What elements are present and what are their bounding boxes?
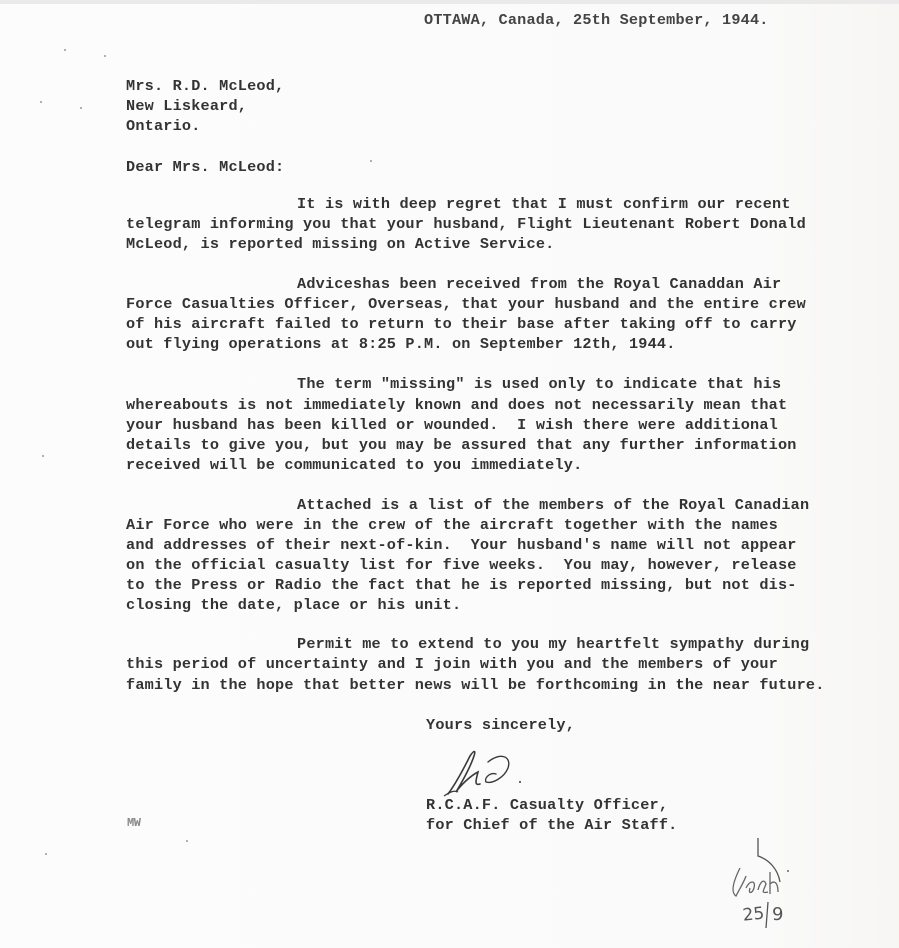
page-top-edge [0,0,899,4]
recipient-province: Ontario. [126,117,201,135]
paper-speck [42,455,44,457]
handwritten-annotation-icon [710,838,820,948]
salutation: Dear Mrs. McLeod: [126,158,285,176]
dateline: OTTAWA, Canada, 25th September, 1944. [424,11,769,29]
paragraph-line: Permit me to extend to you my heartfelt sympathy during [297,635,810,653]
paper-speck [370,160,372,162]
paragraph-line: McLeod, is reported missing on Active Service. [126,235,555,253]
paragraph-line: closing the date, place or his unit. [126,596,462,614]
paragraph-line: received will be communicated to you immediately. [126,456,583,474]
paragraph-line: on the official casualty list for five weeks. You may, however, release [126,556,797,574]
paragraph-line: details to give you, but you may be assured that any further information [126,436,797,454]
paragraph-line: of his aircraft failed to return to their base after taking off to carry [126,315,797,333]
paper-speck [40,101,42,103]
paragraph-line: and addresses of their next-of-kin. Your husband's name will not appear [126,536,797,554]
paragraph-line: whereabouts is not immediately known and does not necessarily mean that [126,396,788,414]
paragraph-line: your husband has been killed or wounded. I wish there were additional [126,416,778,434]
paragraph-line: Adviceshas been received from the Royal Canaddan Air [297,275,782,293]
typist-initials: MW [127,816,141,830]
closing: Yours sincerely, [426,716,576,734]
paper-speck [45,853,47,855]
paper-speck [104,55,106,57]
paragraph-line: Attached is a list of the members of the Royal Canadian [297,496,810,514]
svg-text:25: 25 [741,903,766,926]
svg-text:9: 9 [772,904,784,925]
recipient-city: New Liskeard, [126,97,248,115]
paragraph-line: to the Press or Radio the fact that he is reported missing, but not dis- [126,576,797,594]
signatory-subtitle: for Chief of the Air Staff. [426,816,678,834]
paragraph-line: telegram informing you that your husband, Flight Lieutenant Robert Donald [126,215,806,233]
paper-speck [64,49,66,51]
paragraph-line: family in the hope that better news will be forthcoming in the near future. [126,676,825,694]
paragraph-line: Force Casualties Officer, Overseas, that your husband and the entire crew [126,295,806,313]
paper-speck [80,107,82,109]
paragraph-line: The term "missing" is used only to indicate that his [297,375,782,393]
paper-speck [186,840,188,842]
signature-icon [440,742,540,802]
paragraph-line: Air Force who were in the crew of the aircraft together with the names [126,516,778,534]
paragraph-line: It is with deep regret that I must confirm our recent [297,195,791,213]
paragraph-line: out flying operations at 8:25 P.M. on September 12th, 1944. [126,335,676,353]
paragraph-line: this period of uncertainty and I join with you and the members of your [126,655,778,673]
signatory-title: R.C.A.F. Casualty Officer, [426,796,669,814]
recipient-name: Mrs. R.D. McLeod, [126,77,285,95]
